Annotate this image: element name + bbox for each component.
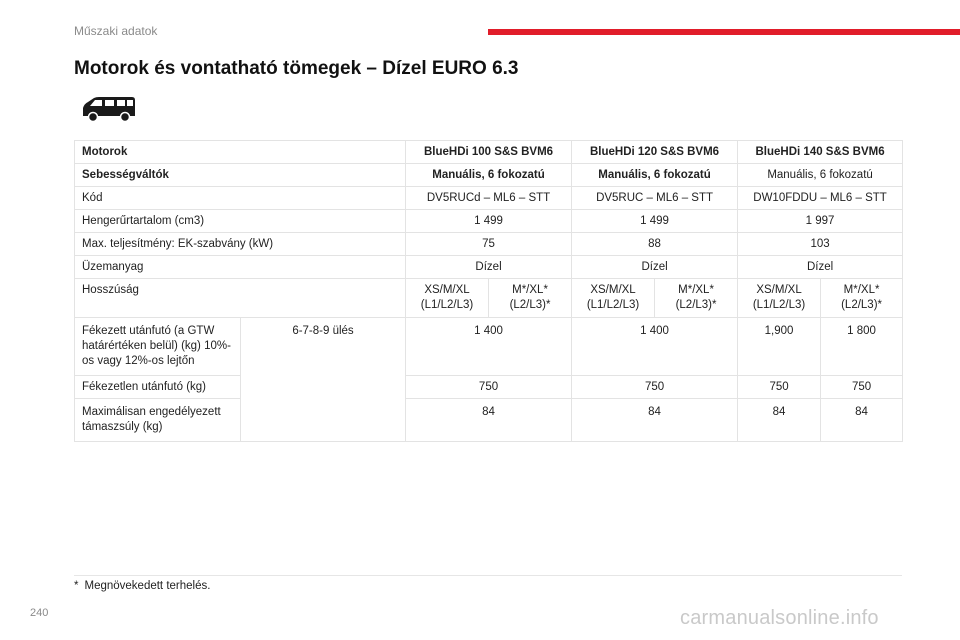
table-row-power [75,233,903,256]
van-icon [80,96,136,122]
nose-weight-label: Maximálisan engedélyezett támaszsúly (kg) [75,399,241,442]
length-label: Hosszúság [75,279,406,318]
fuel-value: Dízel [406,256,572,279]
braked-value: 1,900 [738,318,821,376]
braked-value: 1 400 [406,318,572,376]
page-title: Motorok és vontatható tömegek – Dízel EURO 6.3 [74,58,519,79]
watermark: carmanualsonline.info [680,607,879,629]
displacement-value: 1 499 [406,210,572,233]
unbraked-value: 750 [406,376,572,399]
displacement-value: 1 997 [738,210,903,233]
engine-name: BlueHDi 100 S&S BVM6 [406,141,572,164]
length-value: XS/M/XL (L1/L2/L3) [572,279,655,318]
table-row-fuel [75,256,903,279]
footnote-divider [74,575,902,576]
gearbox-value: Manuális, 6 fokozatú [738,164,903,187]
displacement-value: 1 499 [572,210,738,233]
length-value: XS/M/XL (L1/L2/L3) [738,279,821,318]
power-value: 75 [406,233,572,256]
fuel-value: Dízel [738,256,903,279]
code-value: DW10FDDU – ML6 – STT [738,187,903,210]
braked-value: 1 800 [821,318,903,376]
unbraked-value: 750 [821,376,903,399]
power-value: 103 [738,233,903,256]
length-value: M*/XL* (L2/L3)* [821,279,903,318]
table-row-codes [75,187,903,210]
table-row-engines [75,141,903,164]
fuel-value: Dízel [572,256,738,279]
engine-spec-table [74,140,903,442]
engine-name: BlueHDi 140 S&S BVM6 [738,141,903,164]
table-row-length [75,279,903,318]
unbraked-value: 750 [738,376,821,399]
footnote-text: Megnövekedett terhelés. [84,580,211,592]
gearbox-value: Manuális, 6 fokozatú [572,164,738,187]
power-value: 88 [572,233,738,256]
gearboxes-label: Sebességváltók [75,164,406,187]
displacement-label: Hengerűrtartalom (cm3) [75,210,406,233]
engines-label: Motorok [75,141,406,164]
fuel-label: Üzemanyag [75,256,406,279]
braked-trailer-label: Fékezett utánfutó (a GTW határértéken belül) (kg) 10%-os vagy 12%-os lejtőn [75,318,241,376]
section-accent-bar [488,29,960,35]
unbraked-trailer-label: Fékezetlen utánfutó (kg) [75,376,241,399]
footnote [74,580,210,592]
engine-name: BlueHDi 120 S&S BVM6 [572,141,738,164]
section-label: Műszaki adatok [74,24,158,38]
table-row-nose-weight [75,399,903,442]
footnote-marker: * [74,580,79,592]
table-row-braked-trailer [75,318,903,376]
page-number: 240 [30,607,49,619]
table-row-unbraked-trailer [75,376,903,399]
code-value: DV5RUCd – ML6 – STT [406,187,572,210]
length-value: XS/M/XL (L1/L2/L3) [406,279,489,318]
table-row-displacement [75,210,903,233]
table-row-gearboxes [75,164,903,187]
length-value: M*/XL* (L2/L3)* [489,279,572,318]
code-label: Kód [75,187,406,210]
braked-value: 1 400 [572,318,738,376]
nose-weight-value: 84 [406,399,572,442]
seats-label: 6-7-8-9 ülés [241,318,406,442]
nose-weight-value: 84 [738,399,821,442]
nose-weight-value: 84 [821,399,903,442]
nose-weight-value: 84 [572,399,738,442]
gearbox-value: Manuális, 6 fokozatú [406,164,572,187]
length-value: M*/XL* (L2/L3)* [655,279,738,318]
power-label: Max. teljesítmény: EK-szabvány (kW) [75,233,406,256]
code-value: DV5RUC – ML6 – STT [572,187,738,210]
unbraked-value: 750 [572,376,738,399]
